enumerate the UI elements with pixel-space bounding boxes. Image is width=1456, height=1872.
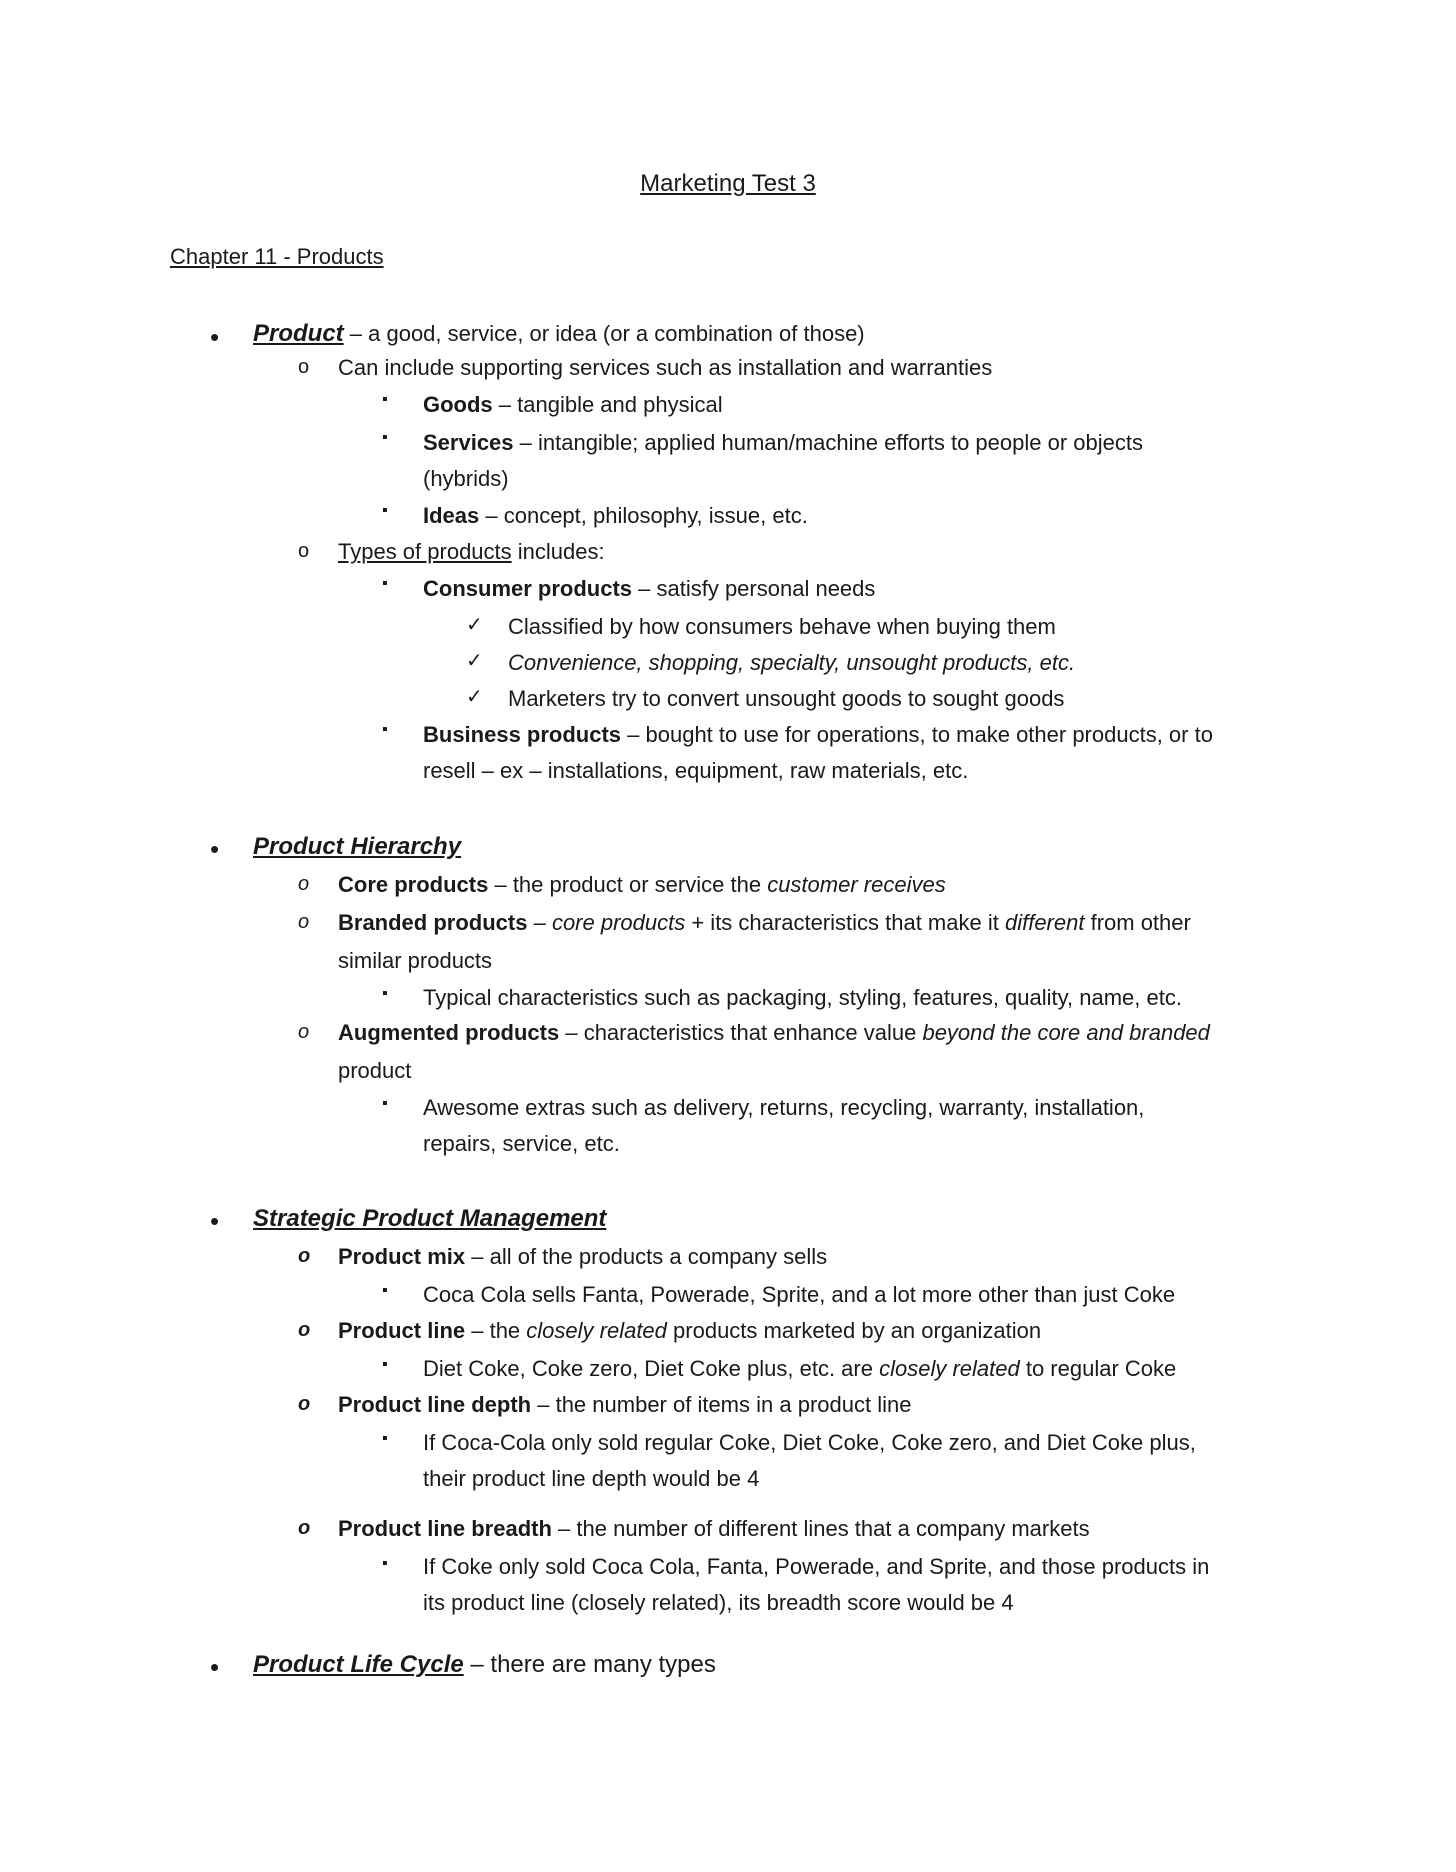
section-product: Product – a good, service, or idea (or a combination of those)	[253, 320, 865, 347]
list-item: Can include supporting services such as installation and warranties	[338, 355, 993, 380]
heading-product-life-cycle: Product Life Cycle	[253, 1651, 464, 1678]
bullet-dot: •	[210, 1206, 220, 1236]
chapter-heading: Chapter 11 - Products	[170, 244, 384, 269]
list-item-continued: (hybrids)	[423, 466, 509, 491]
list-item: If Coke only sold Coca Cola, Fanta, Powerade, and Sprite, and those products in	[423, 1554, 1210, 1579]
section-strategic-product-management	[253, 1204, 606, 1234]
bullet-square: ▪	[382, 429, 388, 446]
document-title: Marketing Test 3	[640, 170, 816, 197]
list-item-line-depth: Product line depth – the number of items in a product line	[338, 1392, 912, 1417]
bullet-o: o	[298, 1319, 311, 1341]
bullet-square: ▪	[382, 502, 388, 519]
section-product-life-cycle: Product Life Cycle – there are many types	[253, 1651, 716, 1678]
bullet-o: o	[298, 873, 310, 895]
bullet-square: ▪	[382, 1430, 388, 1447]
list-item: Awesome extras such as delivery, returns, recycling, warranty, installation,	[423, 1095, 1145, 1120]
bullet-square: ▪	[382, 1282, 388, 1299]
list-item: Typical characteristics such as packaging, styling, features, quality, name, etc.	[423, 985, 1182, 1010]
checkmark-icon: ✓	[466, 650, 483, 672]
list-item-continued: their product line depth would be 4	[423, 1466, 760, 1491]
list-item-consumer: Consumer products – satisfy personal needs	[423, 576, 876, 601]
list-item-continued: product	[338, 1058, 412, 1083]
heading-product-hierarchy: Product Hierarchy	[253, 833, 462, 860]
list-item-branded: Branded products – core products + its characteristics that make it different from other	[338, 910, 1191, 935]
list-item-continued: its product line (closely related), its breadth score would be 4	[423, 1590, 1014, 1615]
list-item-line-breadth: Product line breadth – the number of different lines that a company markets	[338, 1516, 1090, 1541]
bullet-o: o	[298, 1021, 310, 1043]
list-item-core: Core products – the product or service the customer receives	[338, 872, 946, 897]
bullet-o: o	[298, 1393, 311, 1415]
list-item-continued: resell – ex – installations, equipment, raw materials, etc.	[423, 758, 969, 783]
bullet-square: ▪	[382, 1095, 388, 1112]
list-item-product-mix: Product mix – all of the products a company sells	[338, 1244, 828, 1269]
checkmark-icon: ✓	[466, 614, 483, 636]
list-item: If Coca-Cola only sold regular Coke, Diet Coke, Coke zero, and Diet Coke plus,	[423, 1430, 1196, 1455]
list-item: Diet Coke, Coke zero, Diet Coke plus, etc. are closely related to regular Coke	[423, 1356, 1177, 1381]
list-item-augmented: Augmented products – characteristics that enhance value beyond the core and branded	[338, 1020, 1210, 1045]
list-item-services: Services – intangible; applied human/machine efforts to people or objects	[423, 430, 1143, 455]
list-item-ideas: Ideas – concept, philosophy, issue, etc.	[423, 503, 808, 528]
bullet-dot: •	[210, 322, 220, 352]
list-item-continued: repairs, service, etc.	[423, 1131, 620, 1156]
bullet-dot: •	[210, 1652, 220, 1682]
bullet-dot: •	[210, 834, 220, 864]
bullet-square: ▪	[382, 1356, 388, 1373]
section-product-hierarchy	[253, 832, 461, 862]
list-item: Convenience, shopping, specialty, unsought products, etc.	[508, 650, 1076, 675]
bullet-o: o	[298, 1245, 311, 1267]
heading-product: Product	[253, 320, 344, 347]
list-item: Classified by how consumers behave when buying them	[508, 614, 1056, 639]
list-item-continued: similar products	[338, 948, 493, 973]
heading-strategic-product-management: Strategic Product Management	[253, 1205, 607, 1232]
list-item: Marketers try to convert unsought goods to sought goods	[508, 686, 1065, 711]
bullet-square: ▪	[382, 721, 388, 738]
bullet-square: ▪	[382, 985, 388, 1002]
bullet-o: o	[298, 540, 310, 562]
bullet-square: ▪	[382, 1555, 388, 1572]
bullet-square: ▪	[382, 391, 388, 408]
list-item-goods: Goods – tangible and physical	[423, 392, 723, 417]
list-item-types: Types of products includes:	[338, 539, 605, 564]
bullet-square: ▪	[382, 575, 388, 592]
list-item: Coca Cola sells Fanta, Powerade, Sprite, and a lot more other than just Coke	[423, 1282, 1176, 1307]
bullet-o: o	[298, 911, 310, 933]
bullet-o: o	[298, 1517, 311, 1539]
bullet-o: o	[298, 356, 310, 378]
list-item-business: Business products – bought to use for operations, to make other products, or to	[423, 722, 1213, 747]
checkmark-icon: ✓	[466, 686, 483, 708]
list-item-product-line: Product line – the closely related products marketed by an organization	[338, 1318, 1042, 1343]
